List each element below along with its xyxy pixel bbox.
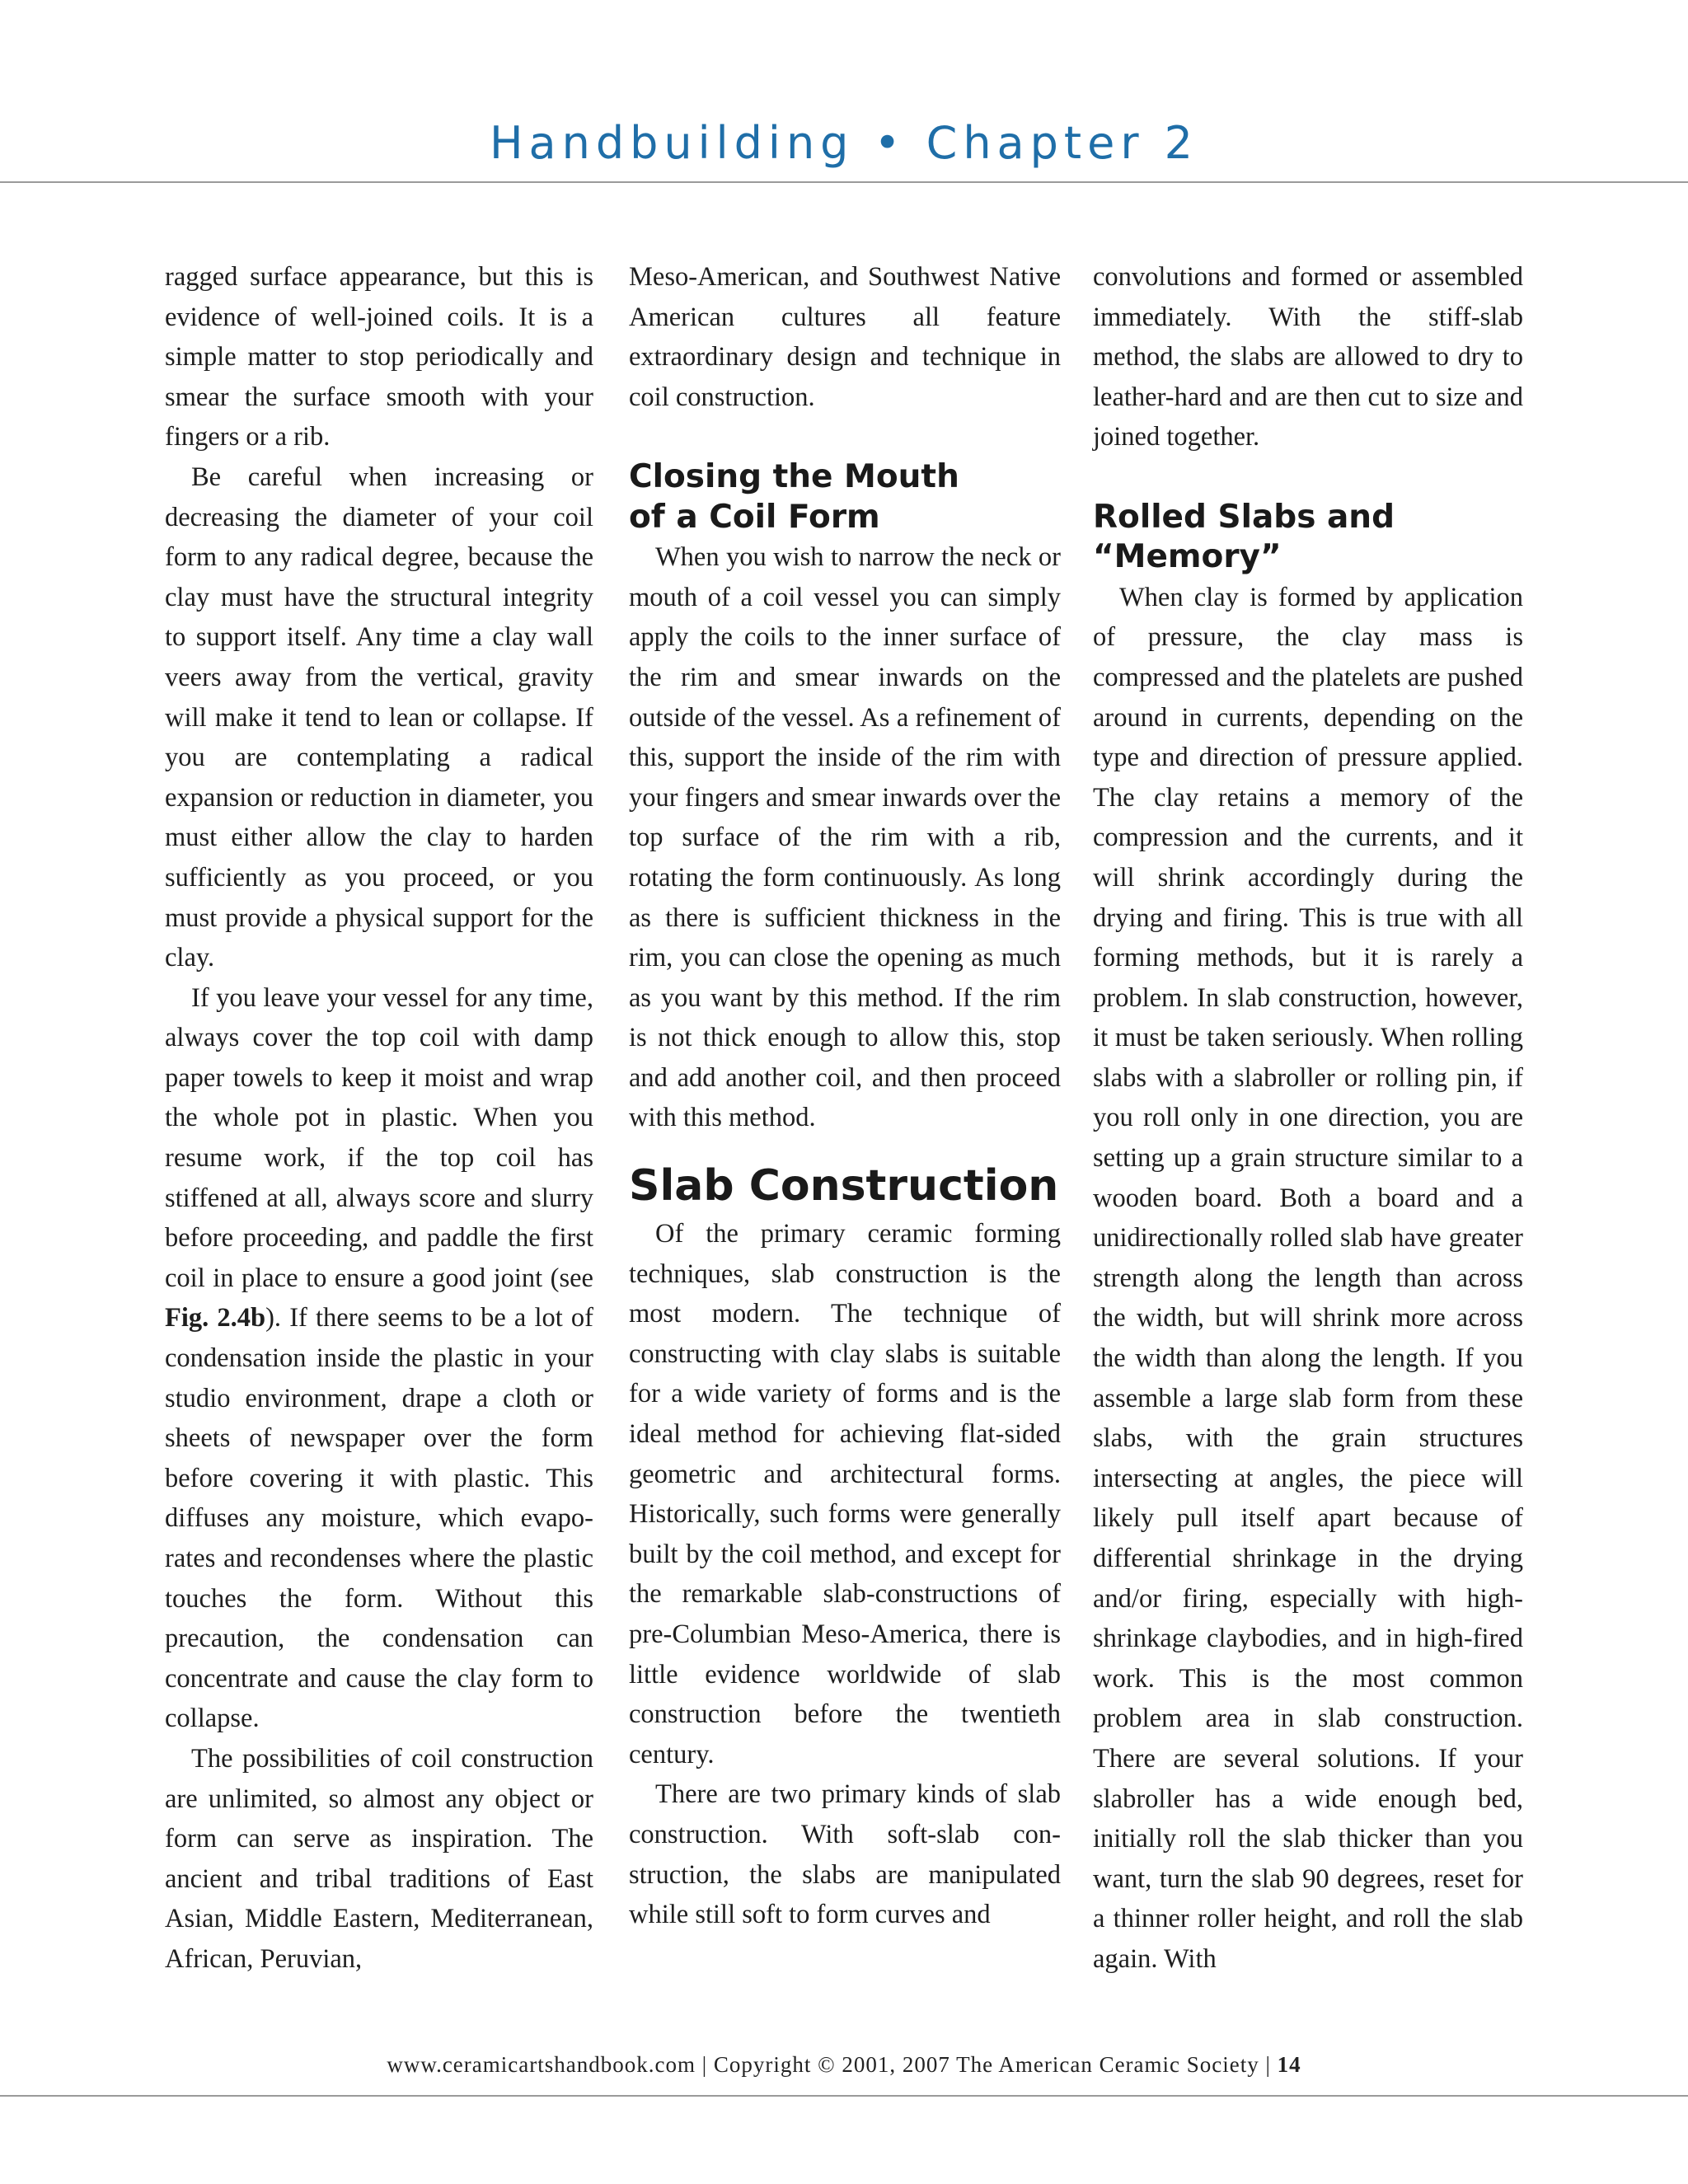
paragraph: ragged surface appearance, but this is evidence of well-joined coils. It is a simple matter to stop periodically and smear the surface smooth with your fingers or a rib. <box>165 262 593 452</box>
paragraph: Be careful when increasing or decreasing the diameter of your coil form to any radical degree, because the clay must have the structural integrity to support itself. Any time a clay wall veers away from the vertical, gravity will make it tend to lean or collapse. If you are contemplating a radical expansion or reduction in diameter, you must either allow the clay to harden sufficiently as you proceed, or you must provide a physical support for the clay. <box>165 462 593 973</box>
spacer <box>629 417 1061 457</box>
page-footer <box>0 2052 1688 2078</box>
footer-rule <box>0 2095 1688 2097</box>
paragraph: convolutions and formed or assembled immediately. With the stiff-slab method, the slabs are allowed to dry to leather-hard and are then cut to size and joined together. <box>1093 262 1523 452</box>
section-heading-line: of a Coil Form <box>629 498 880 536</box>
section-heading: Slab Construction <box>629 1161 1059 1212</box>
paragraph: There are two primary kinds of slab construction. With soft-slab construction, the slabs are manipulated while still soft to form curves and <box>629 1779 1061 1930</box>
footer-text: www.ceramicartshandbook.com | Copyright © 2001, 2007 The American Ceramic Society | <box>387 2052 1271 2077</box>
paragraph-text: If you leave your vessel for any time, always cover the top coil with damp paper towels to keep it moist and wrap the whole pot in plastic. When you resume work, if the top coil has stiffened at all, always score and slurry before proceeding, and paddle the first coil in place to ensure a good joint (see <box>165 982 593 1293</box>
column-1 <box>165 257 593 1980</box>
header-rule <box>0 181 1688 183</box>
paragraph: Meso-American, and Southwest Native American cultures all feature extraordinary design and technique in coil construction. <box>629 262 1061 412</box>
column-3 <box>1093 257 1523 1980</box>
spacer <box>629 1138 1061 1158</box>
paragraph: When clay is formed by application of pressure, the clay mass is compressed and the platelets are pushed around in currents, depending on the type and direction of pressure applied. The clay retains a memory of the compression and the currents, and it will shrink accordingly during the drying and firing. This is true with all forming methods, but it is rarely a problem. In slab construction, however, it must be taken seriously. When rolling slabs with a slabroller or rolling pin, if you roll only in one direction, you are setting up a grain structure similar to a wooden board. Both a board and a unidirectionally rolled slab have greater strength along the length than across the width, but will shrink more across the width than along the length. If you assemble a large slab form from these slabs, with the grain structures intersecting at angles, the piece will likely pull itself apart because of differential shrinkage in the drying and/or firing, especially with high-shrinkage claybodies, and in high-fired work. This is the most common problem area in slab construction. There are several solutions. If your slabroller has a wide enough bed, initially roll the slab thicker than you want, turn the slab 90 degrees, reset for a thinner roller height, and roll the slab again. With <box>1093 582 1523 1974</box>
page-header-title: Handbuilding • Chapter 2 <box>489 117 1199 169</box>
section-heading-line: “Memory” <box>1093 538 1282 576</box>
page-number: 14 <box>1277 2052 1301 2077</box>
section-heading-line: Closing the Mouth <box>629 457 959 495</box>
paragraph: Of the primary ceramic forming techniques, slab construction is the most modern. The technique of constructing with clay slabs is suitable for a wide variety of forms and is the ideal method for achieving flat-sided geometric and architectural forms. Historically, such forms were generally built by the coil method, and except for the remarkable slab-constructions of pre-Columbian Meso-America, there is little evidence worldwide of slab construction before the twentieth century. <box>629 1219 1061 1769</box>
section-heading-line: Rolled Slabs and <box>1093 498 1395 536</box>
figure-reference: Fig. 2.4b <box>165 1303 266 1333</box>
paragraph-text: ). If there seems to be a lot of condensation inside the plastic in your studio environment, drape a cloth or sheets of newspaper over the form before covering it with plastic. This diffuses any moisture, which evaporates and recondenses where the plastic touches the form. Without this precaution, the condensation can concentrate and cause the clay form to collapse. <box>165 1303 593 1734</box>
paragraph <box>165 978 593 1739</box>
spacer <box>1093 457 1523 498</box>
column-2 <box>629 257 1061 1935</box>
paragraph: When you wish to narrow the neck or mouth of a coil vessel you can simply apply the coils to the inner surface of the rim and smear inwards on the outside of the vessel. As a refinement of this, support the inside of the rim with your fingers and smear inwards over the top surface of the rim with a rib, rotating the form continuously. As long as there is sufficient thickness in the rim, you can close the opening as much as you want by this method. If the rim is not thick enough to allow this, stop and add another coil, and then proceed with this method. <box>629 542 1061 1133</box>
paragraph: The possibilities of coil construction are unlimited, so almost any object or form can serve as inspiration. The ancient and tribal traditions of East Asian, Middle Eastern, Mediterranean, African, Peruvian, <box>165 1743 593 1974</box>
